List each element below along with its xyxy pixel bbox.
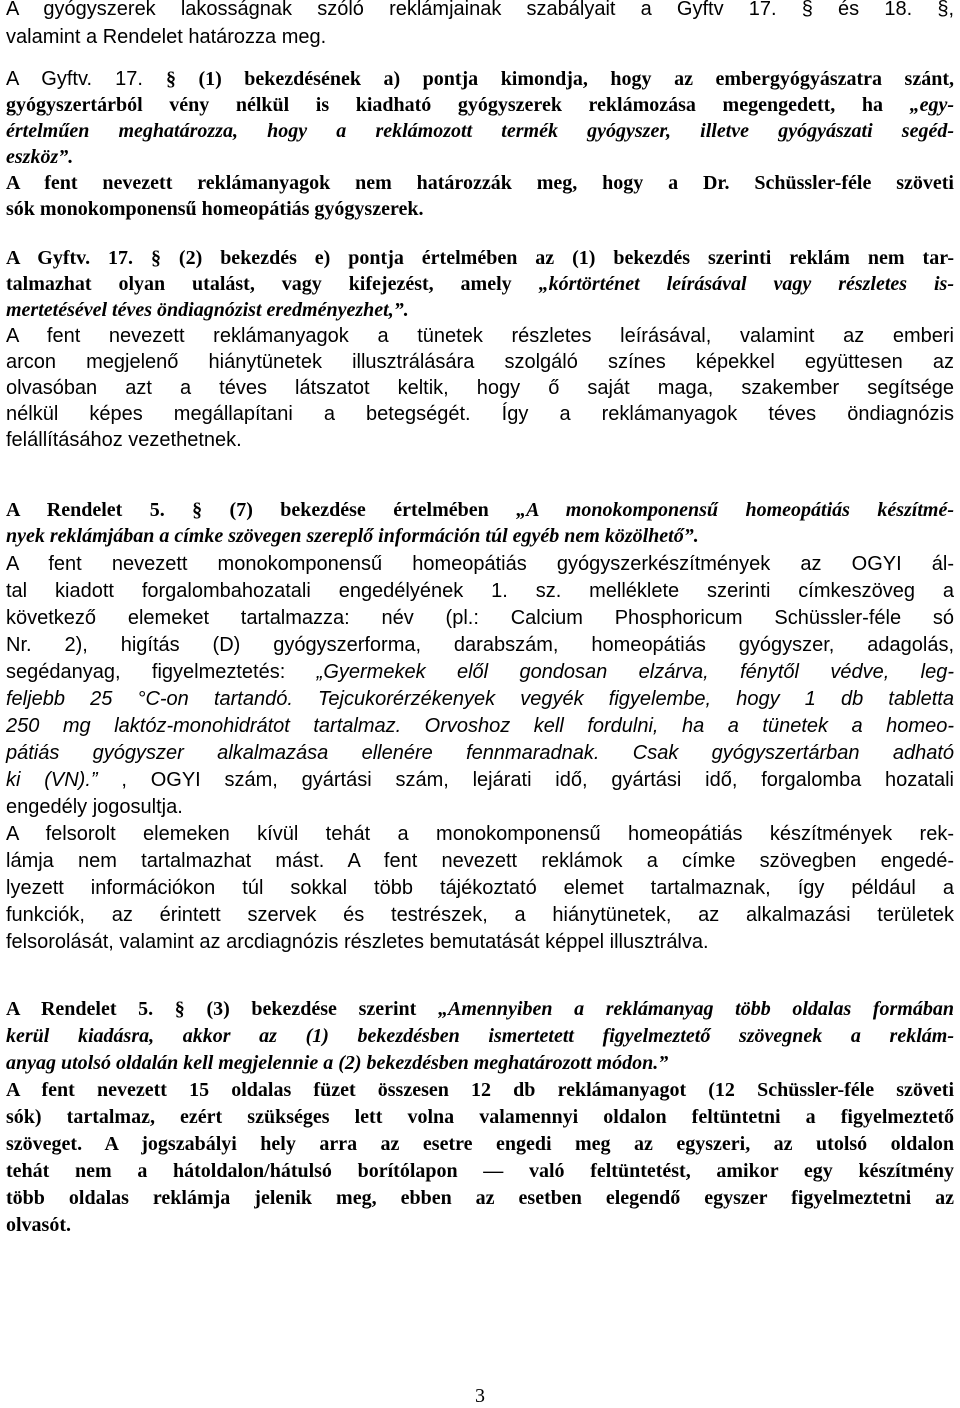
text-run: , OGYI szám, gyártási szám, lejárati idő, gyártási idő, forgalomba hozatali — [97, 769, 954, 791]
text-line — [6, 497, 954, 523]
text-run: A gyógyszerek lakosságnak szóló reklámjainak szabályait a Gyftv 17. § és 18. §, — [6, 0, 954, 20]
text-run: engedély jogosultja. — [6, 796, 183, 818]
text-run: olvasót. — [6, 1214, 71, 1236]
text-run: „A monokomponensű homeopátiás készítmé- — [516, 499, 954, 521]
text-run: „egy- — [909, 94, 954, 116]
text-line — [6, 996, 954, 1022]
text-line — [6, 1131, 954, 1157]
text-run: olvasóban azt a téves látszatot keltik, hogy ő saját maga, szakember segítsége — [6, 377, 954, 399]
text-run: sók) tartalmaz, ezért szükséges lett volna valamennyi oldalon feltüntetni a figyelmeztető — [6, 1106, 954, 1128]
text-run: tehát nem a hátoldalon/hátulsó borítólapon — való feltüntetést, amikor egy készítmény — [6, 1160, 954, 1182]
text-line — [6, 92, 954, 118]
text-run: lyezett információkon túl sokkal több tájékoztató elemet tartalmaznak, így például a — [6, 877, 954, 899]
text-line — [6, 875, 954, 901]
text-line — [6, 1212, 954, 1238]
text-line — [6, 659, 954, 685]
text-run: A Rendelet 5. § (3) bekezdése szerint — [6, 998, 438, 1020]
text-run: anyag utolsó oldalán kell megjelennie a (2) bekezdésben meghatározott módon.” — [6, 1052, 669, 1074]
text-line — [6, 821, 954, 847]
text-run: mertetésével téves öndiagnózist eredményezhet,”. — [6, 299, 409, 321]
text-run: A fent nevezett reklámanyagok nem határozzák meg, hogy a Dr. Schüssler-féle szöveti — [6, 172, 954, 194]
text-run: segédanyag, figyelmeztetés: — [6, 661, 317, 683]
text-line — [6, 118, 954, 144]
text-line — [6, 401, 954, 427]
text-line — [6, 245, 954, 271]
text-run: A Gyftv. 17. § (2) bekezdés e) pontja értelmében az (1) bekezdés szerinti reklám nem tar- — [6, 247, 954, 269]
text-run: A Gyftv. 17. — [6, 68, 166, 90]
text-line — [6, 578, 954, 604]
text-run: A fent nevezett 15 oldalas füzet összesen 12 db reklámanyagot (12 Schüssler-féle szöveti — [6, 1079, 954, 1101]
text-line — [6, 427, 954, 453]
text-line — [6, 740, 954, 766]
text-run: A fent nevezett monokomponensű homeopátiás gyógyszerkészítmények az OGYI ál- — [6, 553, 954, 575]
text-run: A felsorolt elemeken kívül tehát a monokomponensű homeopátiás készítmények rek- — [6, 823, 954, 845]
text-run: értelműen meghatározza, hogy a reklámozott termék gyógyszer, illetve gyógyászati segéd- — [6, 120, 954, 142]
text-run: eszköz”. — [6, 146, 74, 168]
text-run: „kórtörténet leírásával vagy részletes is- — [538, 273, 954, 295]
text-run: kerül kiadásra, akkor az (1) bekezdésben ismertetett figyelmeztető szövegnek a reklám- — [6, 1025, 954, 1047]
text-run: talmazhat olyan utalást, vagy kifejezést, amely — [6, 273, 539, 295]
text-line — [6, 1104, 954, 1130]
text-run: felállításához vezethetnek. — [6, 429, 242, 451]
text-line — [6, 144, 954, 170]
text-line — [6, 24, 954, 50]
page-number: 3 — [475, 1385, 485, 1407]
text-run: szöveget. A jogszabályi hely arra az esetre engedi meg az egyszeri, az utolsó oldalon — [6, 1133, 954, 1155]
text-line — [6, 551, 954, 577]
text-run: nyek reklámjában a címke szövegen szereplő információn túl egyéb nem közölhető”. — [6, 525, 699, 547]
text-run: ki (VN).” — [6, 769, 98, 791]
text-line — [6, 523, 954, 549]
text-run: lámja nem tartalmazhat mást. A fent nevezett reklámok a címke szövegben engedé- — [6, 850, 954, 872]
text-line — [6, 902, 954, 928]
text-line — [6, 1023, 954, 1049]
text-line — [6, 271, 954, 297]
text-line — [6, 605, 954, 631]
text-line — [6, 1077, 954, 1103]
text-line — [6, 297, 954, 323]
text-line — [6, 66, 954, 92]
text-run: feljebb 25 °C-on tartandó. Tejcukorérzékenyek vegyék figyelembe, hogy 1 db tabletta — [6, 688, 954, 710]
text-line — [6, 1185, 954, 1211]
text-line — [6, 929, 954, 955]
text-line — [6, 196, 954, 222]
text-line — [6, 1158, 954, 1184]
text-run: A Rendelet 5. § (7) bekezdése értelmében — [6, 499, 517, 521]
text-run: A fent nevezett reklámanyagok a tünetek részletes leírásával, valamint az emberi — [6, 325, 954, 347]
text-run: felsorolását, valamint az arcdiagnózis részletes bemutatását képpel illusztrálva. — [6, 931, 709, 953]
text-run: arcon megjelenő hiánytünetek illusztrálására szolgáló színes képekkel együttesen az — [6, 351, 954, 373]
text-line — [6, 848, 954, 874]
text-line — [6, 375, 954, 401]
text-run: funkciók, az érintett szervek és testrészek, a hiánytünetek, az alkalmazási területek — [6, 904, 954, 926]
text-line — [6, 686, 954, 712]
text-line — [6, 1050, 954, 1076]
text-run: valamint a Rendelet határozza meg. — [6, 26, 327, 48]
text-line — [6, 794, 954, 820]
text-run: következő elemeket tartalmazza: név (pl.: Calcium Phosphoricum Schüssler-féle só — [6, 607, 954, 629]
text-line — [6, 0, 954, 22]
text-line — [6, 767, 954, 793]
text-run: nélkül képes megállapítani a betegségét. Így a reklámanyagok téves öndiagnózis — [6, 403, 954, 425]
text-run: pátiás gyógyszer alkalmazása ellenére fennmaradnak. Csak gyógyszertárban adható — [6, 742, 954, 764]
text-line — [6, 323, 954, 349]
text-run: 250 mg laktóz-monohidrátot tartalmaz. Orvoshoz kell fordulni, ha a tünetek a homeo- — [6, 715, 954, 737]
text-run: „Amennyiben a reklámanyag több oldalas formában — [437, 998, 954, 1020]
text-line — [6, 713, 954, 739]
text-run: § (1) bekezdésének a) pontja kimondja, hogy az embergyógyászatra szánt, — [165, 68, 954, 90]
text-run: tal kiadott forgalombahozatali engedélyének 1. sz. melléklete szerinti címkeszöveg a — [6, 580, 954, 602]
text-line — [6, 632, 954, 658]
text-run: Nr. 2), higítás (D) gyógyszerforma, darabszám, homeopátiás gyógyszer, adagolás, — [6, 634, 954, 656]
text-run: több oldalas reklámja jelenik meg, ebben az esetben elegendő egyszer figyelmeztetni az — [6, 1187, 954, 1209]
text-run: „Gyermekek elől gondosan elzárva, fénytől védve, leg- — [316, 661, 954, 683]
text-line — [6, 349, 954, 375]
text-run: gyógyszertárból vény nélkül is kiadható gyógyszerek reklámozása megengedett, ha — [6, 94, 910, 116]
text-line — [6, 170, 954, 196]
text-run: sók monokomponensű homeopátiás gyógyszerek. — [6, 198, 424, 220]
